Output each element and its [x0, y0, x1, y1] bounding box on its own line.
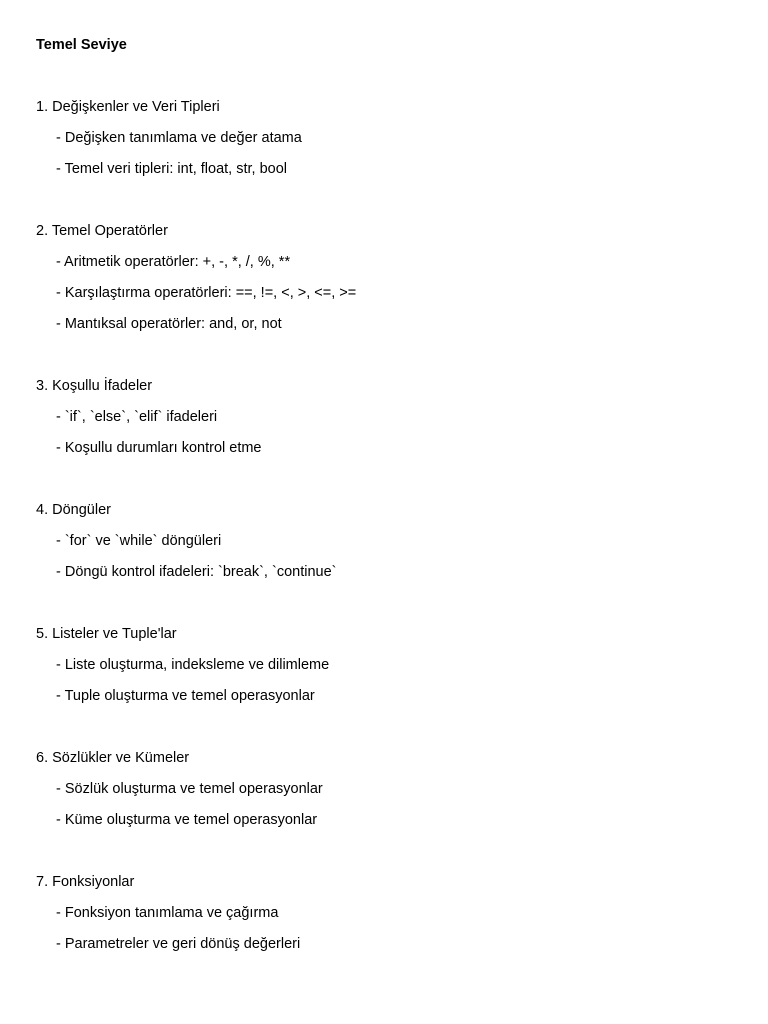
- list-item: - `if`, `else`, `elif` ifadeleri: [56, 409, 218, 425]
- list-item: - Tuple oluşturma ve temel operasyonlar: [56, 688, 315, 704]
- list-item: - Aritmetik operatörler: +, -, *, /, %, **: [56, 254, 291, 270]
- section-conditionals: [36, 377, 748, 457]
- section-operators: [36, 222, 748, 333]
- section-heading: 5. Listeler ve Tuple'lar: [36, 626, 177, 642]
- list-item: - Mantıksal operatörler: and, or, not: [56, 316, 282, 332]
- document-page: [36, 36, 748, 953]
- list-item: - Sözlük oluşturma ve temel operasyonlar: [56, 781, 323, 797]
- list-item: - Küme oluşturma ve temel operasyonlar: [56, 812, 318, 828]
- section-heading: 7. Fonksiyonlar: [36, 874, 135, 890]
- section-heading: 6. Sözlükler ve Kümeler: [36, 750, 190, 766]
- list-item: - Parametreler ve geri dönüş değerleri: [56, 936, 301, 952]
- list-item: - Döngü kontrol ifadeleri: `break`, `continue`: [56, 564, 337, 580]
- section-heading: 3. Koşullu İfadeler: [36, 378, 153, 394]
- document-title: Temel Seviye: [36, 37, 127, 53]
- section-dicts-sets: [36, 749, 748, 829]
- section-heading: 2. Temel Operatörler: [36, 223, 168, 239]
- list-item: - Değişken tanımlama ve değer atama: [56, 130, 302, 146]
- list-item: - `for` ve `while` döngüleri: [56, 533, 222, 549]
- section-variables: [36, 98, 748, 178]
- section-heading: 1. Değişkenler ve Veri Tipleri: [36, 99, 220, 115]
- section-loops: [36, 501, 748, 581]
- list-item: - Temel veri tipleri: int, float, str, bool: [56, 161, 288, 177]
- section-functions: [36, 873, 748, 953]
- list-item: - Fonksiyon tanımlama ve çağırma: [56, 905, 279, 921]
- list-item: - Karşılaştırma operatörleri: ==, !=, <, >, <=, >=: [56, 285, 357, 301]
- section-lists-tuples: [36, 625, 748, 705]
- list-item: - Liste oluşturma, indeksleme ve dilimleme: [56, 657, 330, 673]
- section-heading: 4. Döngüler: [36, 502, 111, 518]
- list-item: - Koşullu durumları kontrol etme: [56, 440, 262, 456]
